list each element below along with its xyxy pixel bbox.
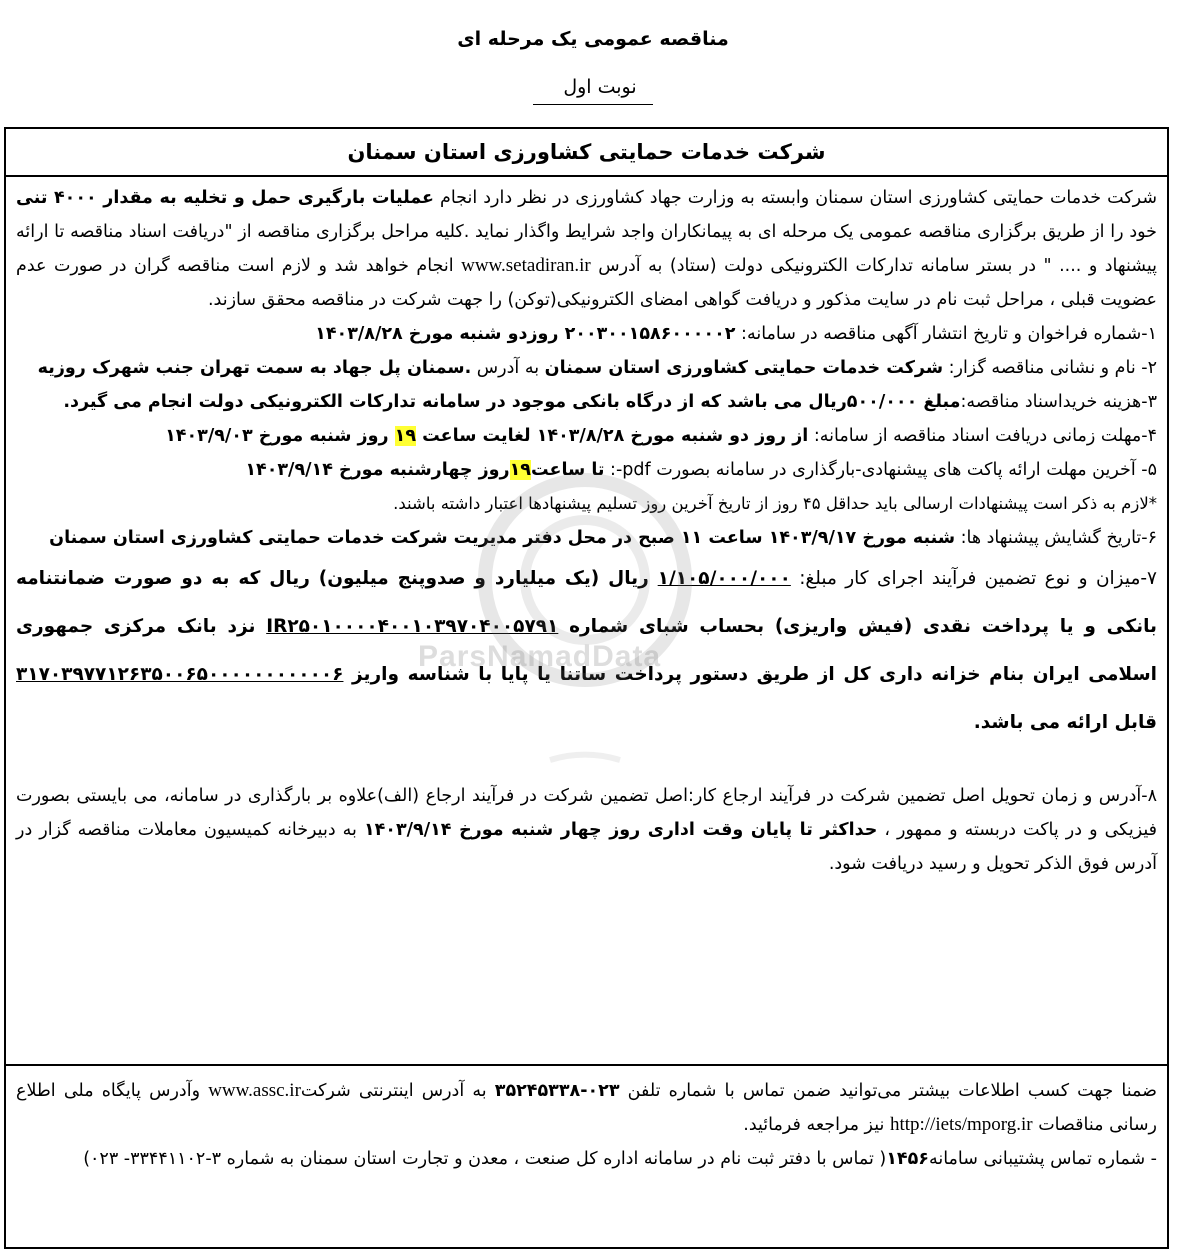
item-1 [16, 317, 1157, 351]
item-5-value-1: تا ساعت [530, 460, 605, 480]
item-5 [16, 453, 1157, 487]
support-text-2: ( تماس با دفتر ثبت نام در سامانه اداره کل صنعت ، معدن و تجارت استان سمنان به شماره ۳-۳۳۴۴۱۱۰۲- ۰۲۳) [83, 1149, 887, 1169]
intro-text-2: خود را از طریق برگزاری مناقصه عمومی یک مرحله ای به پیمانکاران واجد شرایط واگذار نماید .کلیه مراحل برگزاری مناقصه از "دریافت اسناد مناقصه تا ارائه پیشنهاد و .... " در بستر سامانه تدارکات الکترونیکی دولت (ستاد) به آدرس [16, 222, 1157, 276]
watermark-text: ParsNamadData [418, 640, 662, 673]
item-4-highlight: ۱۹ [394, 426, 417, 446]
intro-operation: عملیات بارگیری حمل و تخلیه به مقدار ۴۰۰۰ تنی [16, 188, 434, 208]
item-8-text: ۸-آدرس و زمان تحویل اصل تضمین شرکت در فرآیند ارجاع کار:اصل تضمین شرکت در فرآیند ارجاع (الف)علاوه بر بارگذاری در سامانه، می بایستی بصورت فیزیکی و در پاکت دربسته و ممهور ، [16, 786, 1157, 840]
notice-body [6, 177, 1167, 881]
item-4-label: ۴-مهلت زمانی دریافت اسناد مناقصه از سامانه: [808, 426, 1157, 446]
company-phone: ۰۲۳-۳۵۲۴۵۳۳۸ [494, 1081, 620, 1101]
item-2-address: .سمنان پل جهاد به سمت تهران جنب شهرک روزیه [37, 358, 472, 378]
item-7-end: قابل ارائه می باشد. [973, 712, 1157, 733]
item-5-value-2: روز چهارشنبه مورخ ۱۴۰۳/۹/۱۴ [245, 460, 510, 480]
item-2 [16, 351, 1157, 385]
support-number: ۱۴۵۶ [886, 1149, 929, 1169]
item-8-end: به دبیرخانه کمیسیون معاملات مناقصه گزار در آدرس فوق الذکر تحویل و رسید دریافت شود. [16, 820, 1157, 874]
company-heading: شرکت خدمات حمایتی کشاورزی استان سمنان [6, 129, 1167, 177]
tender-title: مناقصه عمومی یک مرحله ای [457, 28, 729, 50]
item-7-payment-id: ۳۱۷۰۳۹۷۷۱۲۶۳۵۰۰۶۵۰۰۰۰۰۰۰۰۰۰۰۶ [16, 664, 344, 685]
notice-footer [16, 1074, 1157, 1176]
footer-divider [6, 1064, 1167, 1066]
item-8-deadline: حداکثر تا پایان وقت اداری روز چهار شنبه مورخ ۱۴۰۳/۹/۱۴ [363, 820, 878, 840]
item-7-amount: ۱/۱۰۵/۰۰۰/۰۰۰ [657, 568, 791, 589]
company-website-link[interactable]: www.assc.ir [208, 1080, 301, 1101]
item-5-label: ۵- آخرین مهلت ارائه پاکت های پیشنهادی-بارگذاری در سامانه بصورت pdf-: [604, 460, 1157, 480]
item-6-value: شنبه مورخ ۱۴۰۳/۹/۱۷ ساعت ۱۱ صبح در محل دفتر مدیریت شرکت خدمات حمایتی کشاورزی استان سمنان [49, 528, 956, 548]
item-7-value-2: نزد بانک مرکزی جمهوری اسلامی ایران بنام خزانه داری کل از طریق دستور پرداخت ساتنا یا پایا با شناسه واریز [16, 616, 1157, 685]
item-1-value: ۲۰۰۳۰۰۱۵۸۶۰۰۰۰۰۲ روزدو شنبه مورخ ۱۴۰۳/۸/۲۸ [315, 324, 736, 344]
footer-text-3: وآدرس پایگاه ملی اطلاع رسانی مناقصات [16, 1081, 1157, 1135]
item-6 [16, 521, 1157, 555]
notice-frame [4, 127, 1169, 1249]
item-3 [16, 385, 1157, 419]
item-8 [16, 779, 1157, 881]
item-2-company: شرکت خدمات حمایتی کشاورزی استان سمنان [544, 358, 944, 378]
iets-link[interactable]: http://iets/mporg.ir [889, 1114, 1033, 1135]
item-4 [16, 419, 1157, 453]
item-4-value-2: روز شنبه مورخ ۱۴۰۳/۹/۰۳ [165, 426, 395, 446]
item-7-sheba: IR۲۵۰۱۰۰۰۰۴۰۰۱۰۳۹۷۰۴۰۰۵۷۹۱ [266, 616, 559, 637]
item-5-highlight: ۱۹ [509, 460, 531, 480]
item-2-label: ۲- نام و نشانی مناقصه گزار: [943, 358, 1157, 378]
tender-round-label: نوبت اول [533, 76, 652, 105]
item-1-label: ۱-شماره فراخوان و تاریخ انتشار آگهی مناقصه در سامانه: [735, 324, 1157, 344]
footer-contact [16, 1074, 1157, 1142]
intro-text-1: شرکت خدمات حمایتی کشاورزی استان سمنان وابسته به وزارت جهاد کشاورزی در نظر دارد انجام [433, 188, 1157, 208]
item-6-label: ۶-تاریخ گشایش پیشنهاد ها: [955, 528, 1157, 548]
item-7-label: ۷-میزان و نوع تضمین فرآیند اجرای کار مبلغ: [790, 568, 1157, 589]
intro-paragraph [16, 181, 1157, 317]
footer-support [16, 1142, 1157, 1176]
footer-text-4: نیز مراجعه فرمائید. [743, 1115, 890, 1135]
item-4-value-1: از روز دو شنبه مورخ ۱۴۰۳/۸/۲۸ لغایت ساعت [416, 426, 809, 446]
item-3-label: ۳-هزینه خریداسناد مناقصه: [960, 392, 1157, 412]
footer-text-1: ضمنا جهت کسب اطلاعات بیشتر می‌توانید ضمن تماس با شماره تلفن [619, 1081, 1157, 1101]
setad-link[interactable]: www.setadiran.ir [461, 255, 591, 276]
item-2-mid: به آدرس [471, 358, 545, 378]
validity-note: *لازم به ذکر است پیشنهادات ارسالی باید حداقل ۴۵ روز از تاریخ آخرین روز تسلیم پیشنهادها اعتبار داشته باشند. [393, 494, 1157, 513]
tender-round [0, 76, 1186, 105]
intro-text-3: انجام خواهد شد و لازم است مناقصه گران در صورت عدم عضویت قبلی ، مراحل ثبت نام در سایت مذکور و دریافت گواهی امضای الکترونیکی(توکن) را جهت شرکت در مناقصه محقق سازند. [16, 256, 1157, 310]
footer-text-2: به آدرس اینترنتی شرکت [300, 1081, 495, 1101]
support-text-1: - شماره تماس پشتیبانی سامانه [928, 1149, 1157, 1169]
item-3-value: مبلغ ۵۰۰/۰۰۰ریال می باشد که از درگاه بانکی موجود در سامانه تدارکات الکترونیکی دولت انجام می گیرد. [63, 392, 961, 412]
item-7-value: ریال (یک میلیارد و صدوپنج میلیون) ریال که به دو صورت ضمانتنامه بانکی و یا پرداخت نقدی (فیش واریزی) بحساب شبای شماره [16, 568, 1157, 637]
